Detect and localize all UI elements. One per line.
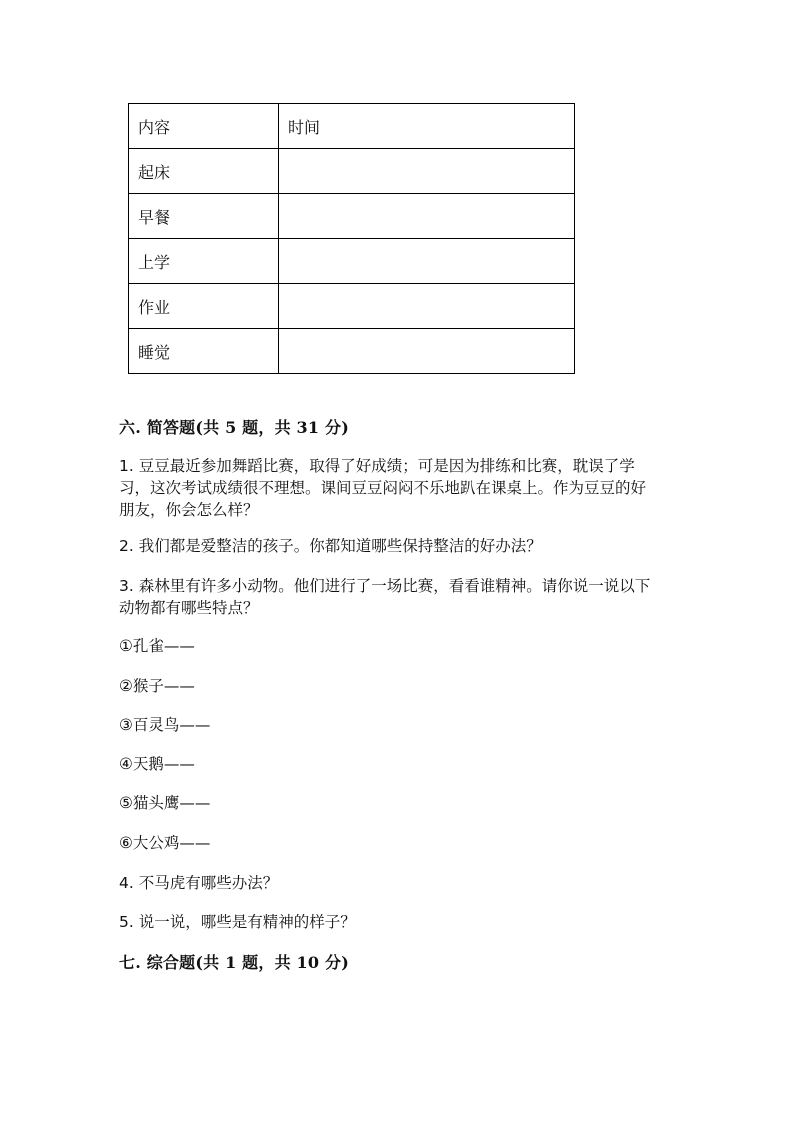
section-six-title: 六. 简答题(共 5 题，共 31 分) <box>119 418 349 437</box>
question-4-line: 4. 不马虎有哪些办法？ <box>119 874 279 892</box>
question-4 <box>119 872 679 894</box>
question-3-line: 3. 森林里有许多小动物。他们进行了一场比赛，看看谁精神。请你说一说以下 <box>119 577 651 595</box>
question-3-line: 动物都有哪些特点？ <box>119 599 259 617</box>
question-1 <box>119 455 679 521</box>
question-2-line: 2. 我们都是爱整洁的孩子。你都知道哪些保持整洁的好办法？ <box>119 537 542 555</box>
time-answer-cell[interactable] <box>279 284 575 329</box>
question-3 <box>119 575 679 619</box>
header-content-cell: 内容 <box>129 104 279 149</box>
question-1-line: 习，这次考试成绩很不理想。课间豆豆闷闷不乐地趴在课桌上。作为豆豆的好 <box>119 479 647 497</box>
table-header-row <box>129 104 575 149</box>
animal-item-swan: ④天鹅—— <box>119 755 195 773</box>
animal-item-monkey: ②猴子—— <box>119 677 195 695</box>
table-row <box>129 284 575 329</box>
time-answer-cell[interactable] <box>279 149 575 194</box>
schedule-table <box>128 103 575 374</box>
table-row <box>129 239 575 284</box>
section-seven-title: 七. 综合题(共 1 题，共 10 分) <box>119 953 349 972</box>
time-answer-cell[interactable] <box>279 329 575 374</box>
time-answer-cell[interactable] <box>279 194 575 239</box>
table-row <box>129 194 575 239</box>
activity-cell: 睡觉 <box>129 329 279 374</box>
table-row <box>129 149 575 194</box>
activity-cell: 早餐 <box>129 194 279 239</box>
header-time-cell: 时间 <box>279 104 575 149</box>
activity-cell: 上学 <box>129 239 279 284</box>
question-5 <box>119 911 679 933</box>
table-row <box>129 329 575 374</box>
time-answer-cell[interactable] <box>279 239 575 284</box>
question-1-line: 朋友，你会怎么样？ <box>119 501 259 519</box>
animal-item-lark: ③百灵鸟—— <box>119 716 211 734</box>
question-1-line: 1. 豆豆最近参加舞蹈比赛，取得了好成绩；可是因为排练和比赛，耽误了学 <box>119 457 635 475</box>
animal-item-rooster: ⑥大公鸡—— <box>119 834 211 852</box>
question-5-line: 5. 说一说，哪些是有精神的样子？ <box>119 913 356 931</box>
animal-item-owl: ⑤猫头鹰—— <box>119 794 211 812</box>
animal-item-peacock: ①孔雀—— <box>119 637 195 655</box>
activity-cell: 作业 <box>129 284 279 329</box>
activity-cell: 起床 <box>129 149 279 194</box>
question-2 <box>119 535 679 557</box>
